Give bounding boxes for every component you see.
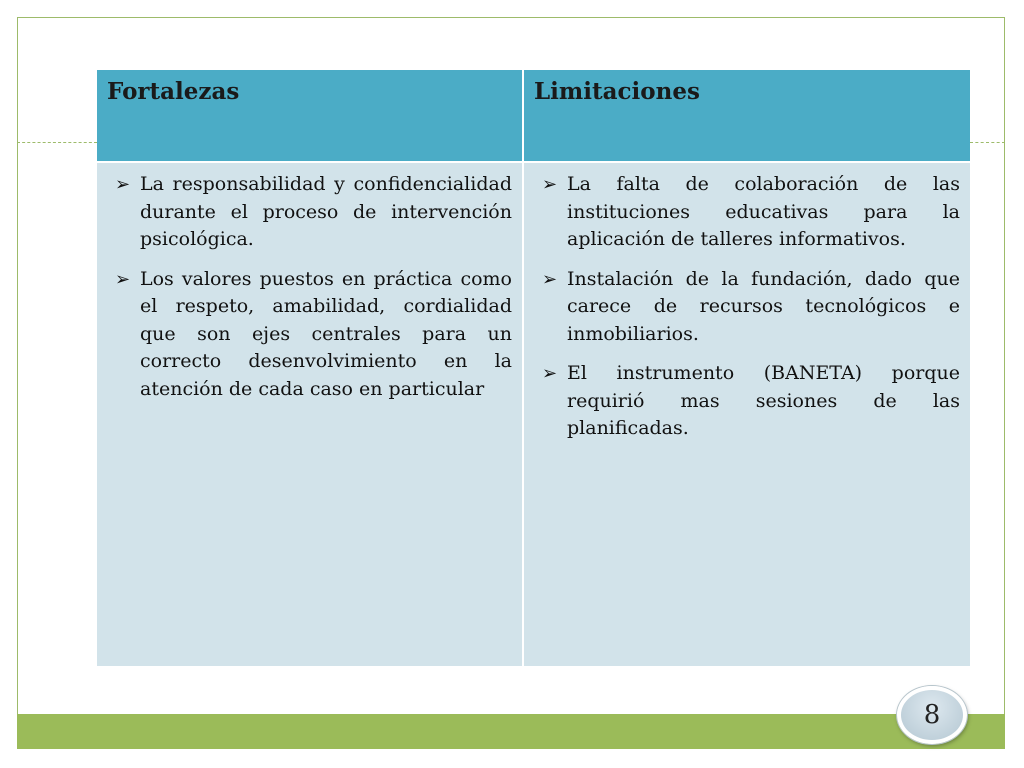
arrow-bullet-icon: ➢ bbox=[542, 174, 558, 195]
list-item-text: La responsabilidad y confidencialidad durante el proceso de intervención psicológica. bbox=[140, 173, 512, 250]
list-item-text: Los valores puestos en práctica como el respeto, amabilidad, cordialidad que son ejes centrales para un correcto desenvolvimiento en la atención de cada caso en particular bbox=[140, 267, 512, 400]
comparison-table bbox=[97, 70, 970, 666]
limitaciones-header: Limitaciones bbox=[524, 70, 970, 161]
arrow-bullet-icon: ➢ bbox=[542, 363, 558, 384]
fortalezas-header: Fortalezas bbox=[97, 70, 522, 161]
arrow-bullet-icon: ➢ bbox=[542, 268, 558, 290]
decorative-dashed-line-left bbox=[17, 142, 97, 143]
list-item bbox=[534, 266, 960, 349]
fortalezas-body bbox=[97, 163, 522, 666]
limitaciones-body bbox=[524, 163, 970, 666]
footer-accent-bar bbox=[17, 714, 1005, 749]
limitaciones-column bbox=[524, 70, 970, 666]
page-number-badge: 8 bbox=[897, 686, 967, 744]
list-item-text: La falta de colaboración de las instituciones educativas para la aplicación de talleres informativos. bbox=[567, 173, 960, 250]
decorative-dashed-line-right bbox=[970, 142, 1005, 143]
list-item-text: El instrumento (BANETA) porque requirió mas sesiones de las planificadas. bbox=[567, 362, 960, 439]
list-item bbox=[107, 266, 512, 404]
fortalezas-column bbox=[97, 70, 522, 666]
list-item bbox=[107, 171, 512, 254]
list-item bbox=[534, 360, 960, 443]
list-item-text: Instalación de la fundación, dado que carece de recursos tecnológicos e inmobiliarios. bbox=[567, 267, 960, 345]
arrow-bullet-icon: ➢ bbox=[115, 268, 131, 290]
arrow-bullet-icon: ➢ bbox=[115, 174, 131, 195]
list-item bbox=[534, 171, 960, 254]
